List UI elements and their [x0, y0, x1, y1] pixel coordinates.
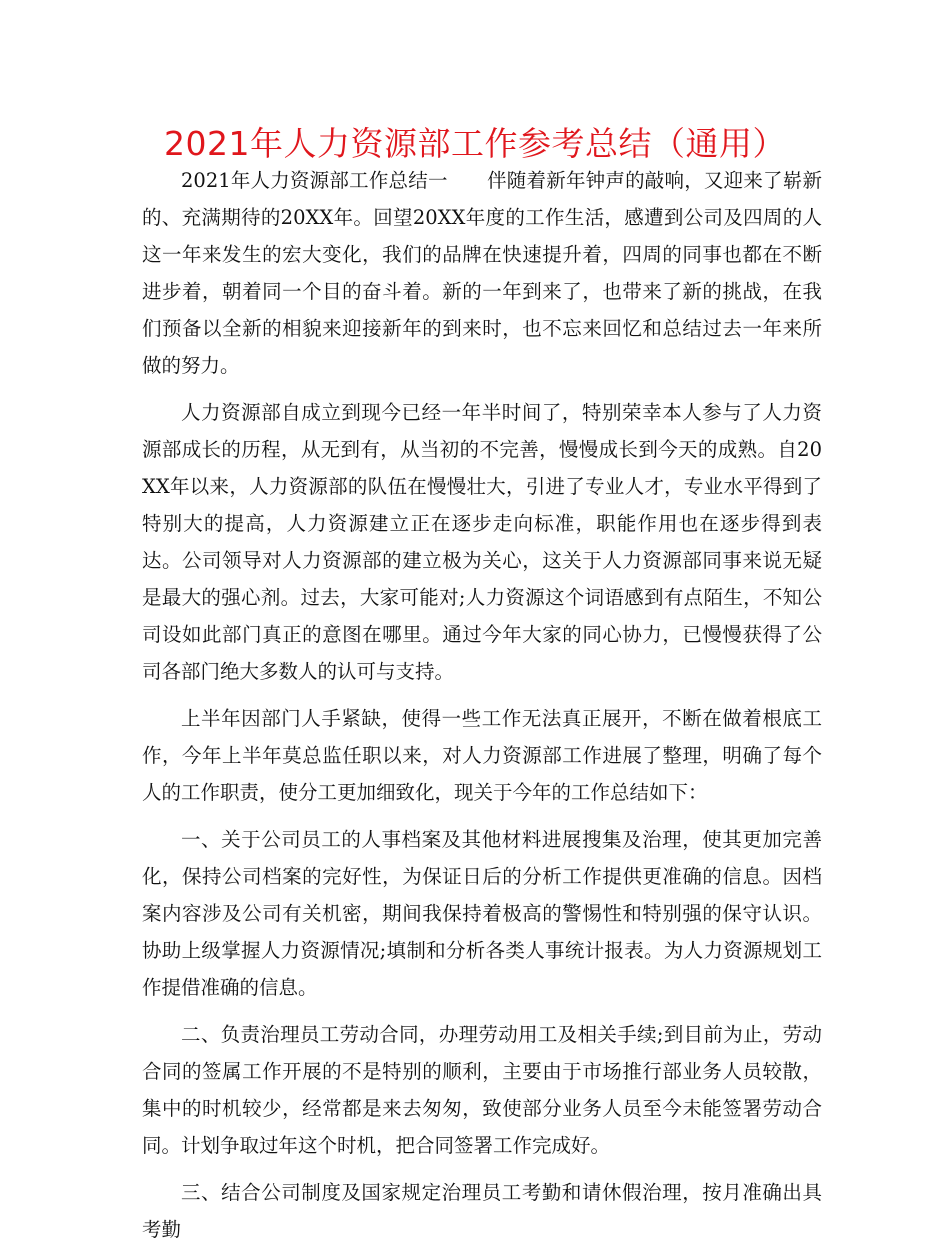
paragraph-first-half-year: 上半年因部门人手紧缺，使得一些工作无法真正展开，不断在做着根底工作，今年上半年莫总监任职以来，对人力资源部工作进展了整理，明确了每个人的工作职责，使分工更加细致化，现关于今年的工作总结如下： — [142, 707, 822, 804]
paragraph-item-one: 一、关于公司员工的人事档案及其他材料进展搜集及治理，使其更加完善化，保持公司档案的完好性，为保证日后的分析工作提供更准确的信息。因档案内容涉及公司有关机密，期间我保持着极高的警惕性和特别强的保守认识。协助上级掌握人力资源情况;填制和分析各类人事统计报表。为人力资源规划工作提借准确的信息。 — [142, 828, 822, 999]
document-title: 2021年人力资源部工作参考总结（通用） — [164, 124, 786, 163]
paragraph-item-three: 三、结合公司制度及国家规定治理员工考勤和请休假治理，按月准确出具考勤 — [142, 1181, 822, 1241]
paragraph-department-history: 人力资源部自成立到现今已经一年半时间了，特别荣幸本人参与了人力资源部成长的历程，从无到有，从当初的不完善，慢慢成长到今天的成熟。自20XX年以来，人力资源部的队伍在慢慢壮大，引进了专业人才，专业水平得到了特别大的提高，人力资源建立正在逐步走向标准，职能作用也在逐步得到表达。公司领导对人力资源部的建立极为关心，这关于人力资源部同事来说无疑是最大的强心剂。过去，大家可能对;人力资源这个词语感到有点陌生，不知公司设如此部门真正的意图在哪里。通过今年大家的同心协力，已慢慢获得了公司各部门绝大多数人的认可与支持。 — [142, 401, 822, 683]
paragraph-item-two: 二、负责治理员工劳动合同，办理劳动用工及相关手续;到目前为止，劳动合同的签属工作开展的不是特别的顺利，主要由于市场推行部业务人员较散，集中的时机较少，经常都是来去匆匆，致使部分业务人员至今未能签署劳动合同。计划争取过年这个时机，把合同签署工作完成好。 — [142, 1023, 822, 1157]
paragraph-intro: 2021年人力资源部工作总结一 伴随着新年钟声的敲响，又迎来了崭新的、充满期待的20XX年。回望20XX年度的工作生活，感遭到公司及四周的人这一年来发生的宏大变化，我们的品牌在快速提升着，四周的同事也都在不断进步着，朝着同一个目的奋斗着。新的一年到来了，也带来了新的挑战，在我们预备以全新的相貌来迎接新年的到来时，也不忘来回忆和总结过去一年来所做的努力。 — [142, 169, 822, 377]
document-body — [142, 162, 822, 1258]
